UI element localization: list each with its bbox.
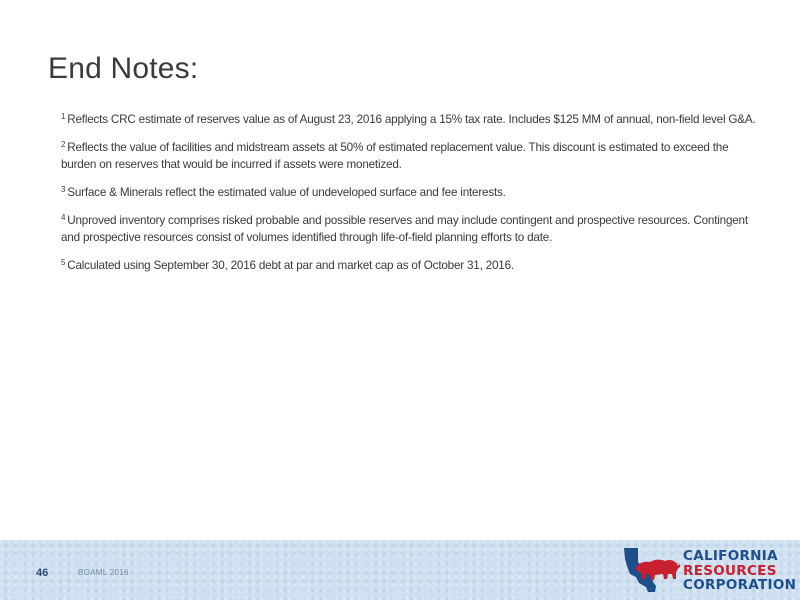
end-note-4 xyxy=(61,209,761,246)
end-note-1 xyxy=(61,108,761,128)
note-text: Reflects CRC estimate of reserves value as of August 23, 2016 applying a 15% tax rate. Includes $125 MM of annual, non-field level G&A. xyxy=(67,113,756,126)
note-text: Unproved inventory comprises risked probable and possible reserves and may include contingent and prospective resources. Contingent and prospective resources consist of volumes identified through life-of-field planning efforts to date. xyxy=(61,214,748,244)
logo-line-corporation: CORPORATION xyxy=(683,577,797,593)
logo-line-resources: RESOURCES xyxy=(683,562,777,579)
note-text: Surface & Minerals reflect the estimated value of undeveloped surface and fee interests. xyxy=(67,186,506,199)
end-notes-list xyxy=(61,108,761,282)
note-text: Reflects the value of facilities and midstream assets at 50% of estimated replacement value. This discount is estimated to exceed the burden on reserves that would be incurred if assets were monetized. xyxy=(61,141,729,171)
california-bear-logo-icon xyxy=(622,546,682,594)
note-marker: 3 xyxy=(61,185,66,194)
end-note-3 xyxy=(61,181,761,201)
note-text: Calculated using September 30, 2016 debt at par and market cap as of October 31, 2016. xyxy=(67,259,514,272)
logo-wordmark xyxy=(683,549,796,593)
note-marker: 2 xyxy=(61,140,66,149)
page-number: 46 xyxy=(36,567,49,579)
note-marker: 1 xyxy=(61,112,66,121)
logo-line-california: CALIFORNIA xyxy=(683,548,778,564)
end-note-5 xyxy=(61,254,761,274)
page-title: End Notes: xyxy=(48,52,199,85)
note-marker: 5 xyxy=(61,258,66,267)
footer-label: BOAML 2016 xyxy=(78,568,129,577)
note-marker: 4 xyxy=(61,213,66,222)
end-note-2 xyxy=(61,136,761,173)
company-logo xyxy=(622,546,797,594)
